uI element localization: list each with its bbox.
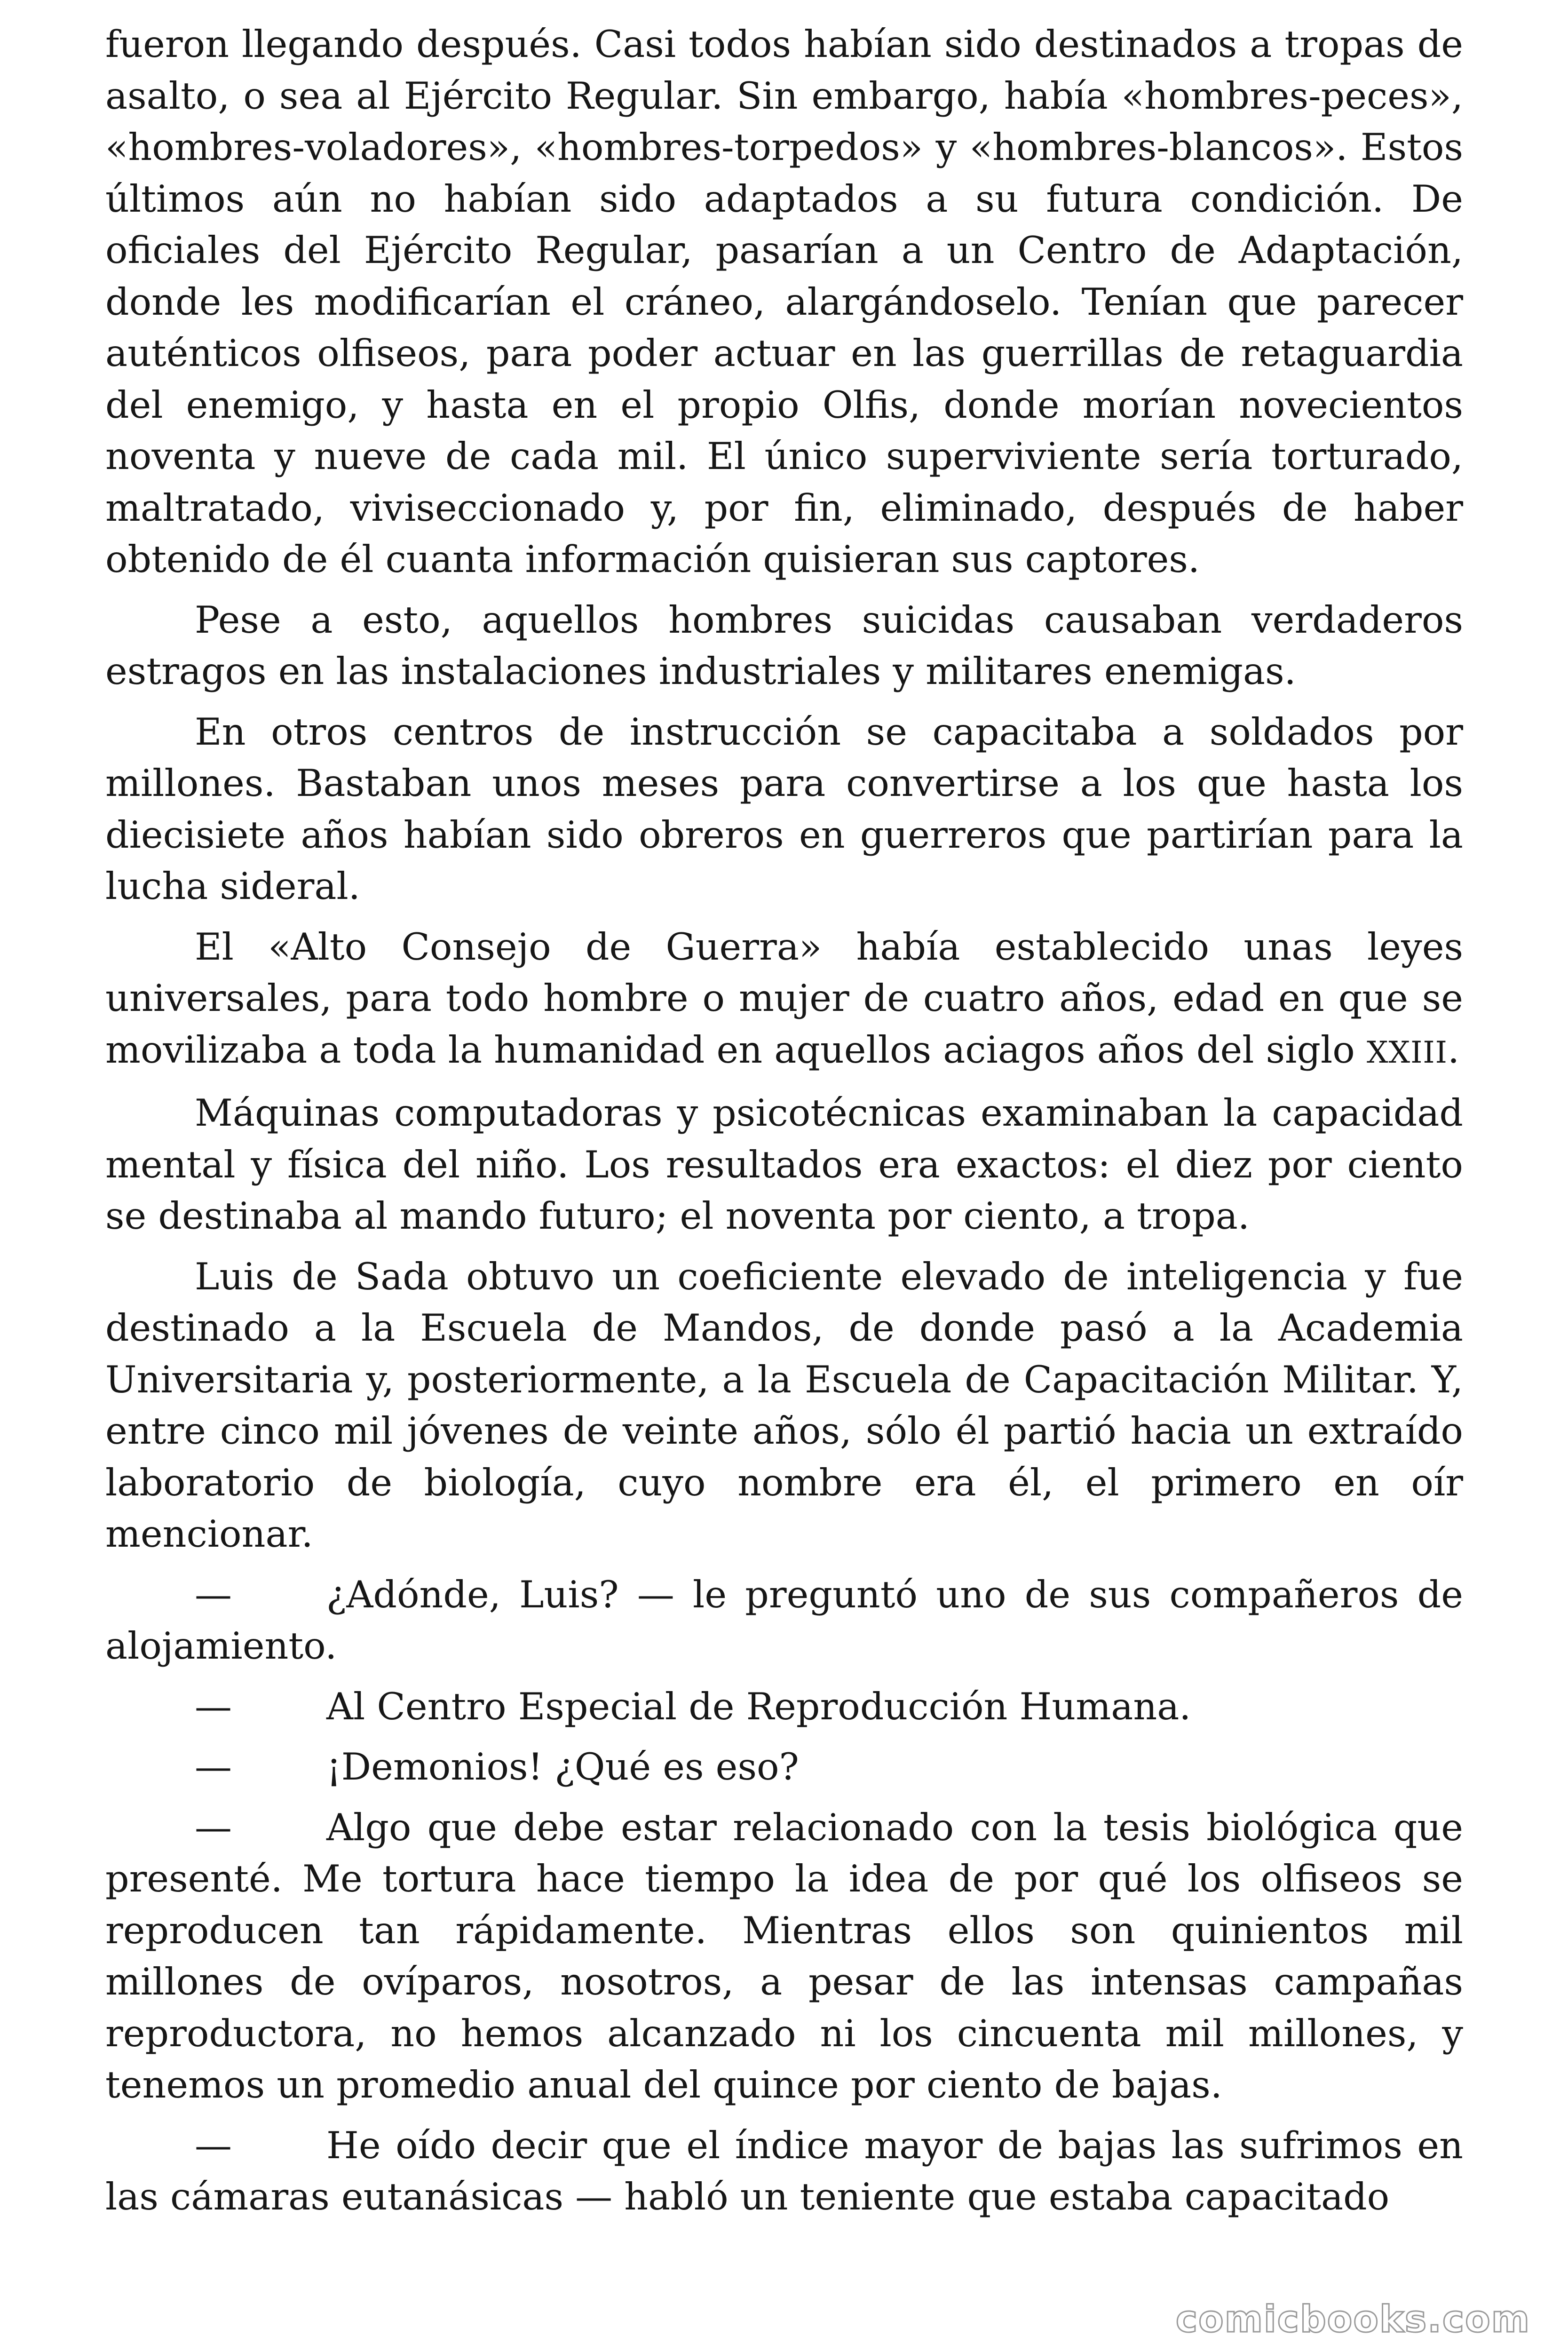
paragraph bbox=[105, 1251, 1463, 1560]
dialogue-dash: — bbox=[195, 1805, 232, 1849]
paragraph-text: Luis de Sada obtuvo un coeficiente elevado de inteligencia y fue destinado a la Escuela de Mandos, de donde pasó a la Academia Universitaria y, posteriormente, a la Escuela de Capacitación Militar. Y, entre cinco mil jóvenes de veinte años, sólo él partió hacia un extraído laboratorio de biología, cuyo nombre era él, el primero en oír mencionar. bbox=[105, 1255, 1463, 1556]
dialogue-text: Algo que debe estar relacionado con la tesis biológica que presenté. Me tortura hace tiempo la idea de por qué los olfiseos se reproducen tan rápidamente. Mientras ellos son quinientos mil millones de ovíparos, nosotros, a pesar de las intensas campañas reproductora, no hemos alcanzado ni los cincuenta mil millones, y tenemos un promedio anual del quince por ciento de bajas. bbox=[105, 1805, 1463, 2106]
century-roman-numeral: XXIII bbox=[1366, 1035, 1448, 1070]
dialogue-dash: — bbox=[195, 1573, 232, 1616]
dialogue-line bbox=[105, 1569, 1463, 1672]
sentence-end: . bbox=[1447, 1028, 1460, 1072]
dialogue-line bbox=[105, 2120, 1463, 2223]
paragraph bbox=[105, 595, 1463, 698]
dialogue-dash: — bbox=[195, 1745, 232, 1788]
paragraph-text: Pese a esto, aquellos hombres suicidas causaban verdaderos estragos en las instalaciones industriales y militares enemigas. bbox=[105, 598, 1463, 693]
paragraph-text: Máquinas computadoras y psicotécnicas examinaban la capacidad mental y física del niño. Los resultados era exactos: el diez por ciento se destinaba al mando futuro; el noventa por ciento, a tropa. bbox=[105, 1091, 1463, 1238]
dialogue-text: He oído decir que el índice mayor de bajas las sufrimos en las cámaras eutanásicas — habló un teniente que estaba capacitado bbox=[105, 2123, 1463, 2218]
dialogue-dash: — bbox=[195, 1685, 232, 1728]
paragraph bbox=[105, 922, 1463, 1079]
dialogue-line bbox=[105, 1802, 1463, 2111]
paragraph-text: El «Alto Consejo de Guerra» había establecido unas leyes universales, para todo hombre o mujer de cuatro años, edad en que se movilizaba a toda la humanidad en aquellos aciagos años del siglo bbox=[105, 925, 1463, 1072]
dialogue-text: ¿Adónde, Luis? — le preguntó uno de sus compañeros de alojamiento. bbox=[105, 1573, 1463, 1668]
dialogue-line bbox=[105, 1681, 1463, 1733]
dialogue-dash: — bbox=[195, 2123, 232, 2167]
paragraph-continuation bbox=[105, 19, 1463, 586]
paragraph bbox=[105, 1088, 1463, 1242]
paragraph bbox=[105, 707, 1463, 913]
dialogue-text: Al Centro Especial de Reproducción Humana. bbox=[326, 1685, 1191, 1728]
paragraph-text: En otros centros de instrucción se capacitaba a soldados por millones. Bastaban unos meses para convertirse a los que hasta los diecisiete años habían sido obreros en guerreros que partirían para la lucha sideral. bbox=[105, 710, 1463, 908]
watermark: comicbooks.com bbox=[1175, 2298, 1530, 2341]
dialogue-line bbox=[105, 1741, 1463, 1793]
dialogue-text: ¡Demonios! ¿Qué es eso? bbox=[326, 1745, 799, 1788]
book-page-text bbox=[105, 19, 1463, 2232]
paragraph-text: fueron llegando después. Casi todos habían sido destinados a tropas de asalto, o sea al Ejército Regular. Sin embargo, había «hombres-peces», «hombres-voladores», «hombres-torpedos» y «hombres-blancos». Estos últimos aún no habían sido adaptados a su futura condición. De oficiales del Ejército Regular, pasarían a un Centro de Adaptación, donde les modificarían el cráneo, alargándoselo. Tenían que parecer auténticos olfiseos, para poder actuar en las guerrillas de retaguardia del enemigo, y hasta en el propio Olfis, donde morían novecientos noventa y nueve de cada mil. El único superviviente sería torturado, maltratado, viviseccionado y, por fin, eliminado, después de haber obtenido de él cuanta información quisieran sus captores. bbox=[105, 23, 1463, 581]
